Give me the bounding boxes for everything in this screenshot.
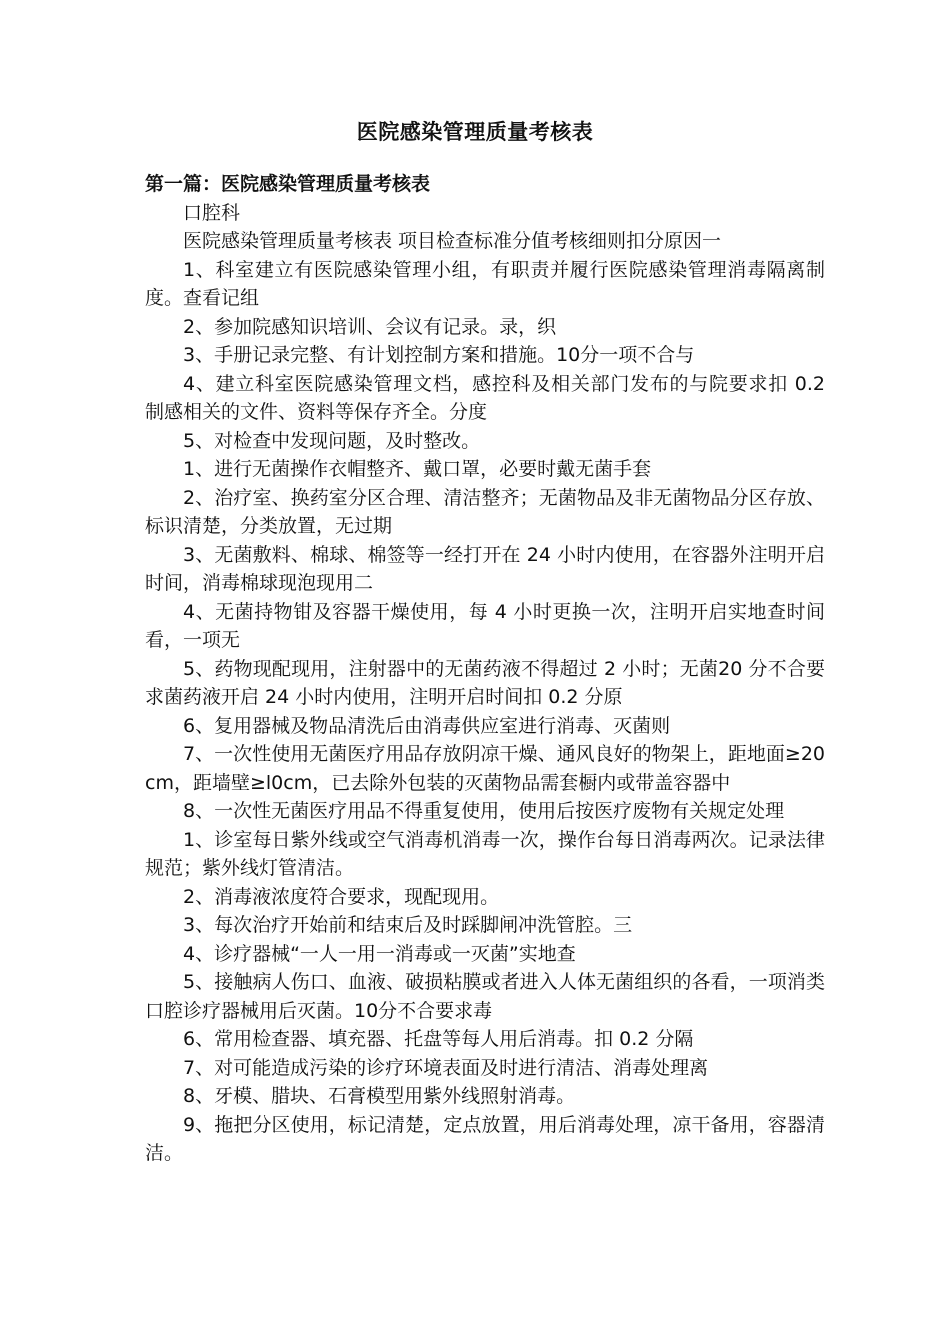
paragraph: 5、接触病人伤口、血液、破损粘膜或者进入人体无菌组织的各看，一项消类口腔诊疗器械用后灭菌。10分不合要求毒	[145, 971, 825, 1022]
paragraph: 7、一次性使用无菌医疗用品存放阴凉干燥、通风良好的物架上，距地面≥20cm，距墙壁≥l0cm，已去除外包装的灭菌物品需套橱内或带盖容器中	[145, 743, 825, 794]
paragraph: 医院感染管理质量考核表 项目检查标准分值考核细则扣分原因一	[183, 230, 722, 252]
paragraph: 1、进行无菌操作衣帽整齐、戴口罩，必要时戴无菌手套	[183, 458, 652, 480]
paragraph: 6、复用器械及物品清洗后由消毒供应室进行消毒、灭菌则	[183, 714, 671, 737]
paragraph: 8、一次性无菌医疗用品不得重复使用，使用后按医疗废物有关规定处理	[183, 800, 785, 822]
paragraph: 5、对检查中发现问题，及时整改。	[183, 429, 481, 452]
paragraph: 3、无菌敷料、棉球、棉签等一经打开在 24 小时内使用，在容器外注明开启时间，消毒棉球现泡现用二	[145, 543, 825, 594]
paragraph: 6、常用检查器、填充器、托盘等每人用后消毒。扣 0.2 分隔	[183, 1028, 694, 1050]
paragraph: 5、药物现配现用，注射器中的无菌药液不得超过 2 小时；无菌20 分不合要求菌药液开启 24 小时内使用，注明开启时间扣 0.2 分原	[145, 657, 825, 708]
document-body	[145, 170, 825, 1168]
paragraph: 2、治疗室、换药室分区合理、清洁整齐；无菌物品及非无菌物品分区存放、标识清楚，分类放置，无过期	[145, 486, 825, 537]
paragraph: 1、诊室每日紫外线或空气消毒机消毒一次，操作台每日消毒两次。记录法律规范；紫外线灯管清洁。	[145, 828, 825, 879]
paragraph: 2、参加院感知识培训、会议有记录。录，织	[183, 315, 557, 338]
chapter-heading: 第一篇：医院感染管理质量考核表	[145, 173, 431, 195]
paragraph: 3、手册记录完整、有计划控制方案和措施。10分一项不合与	[183, 344, 695, 366]
paragraph: 4、诊疗器械“一人一用一消毒或一灭菌”实地查	[183, 942, 576, 965]
paragraph: 3、每次治疗开始前和结束后及时踩脚闸冲洗管腔。三	[183, 914, 633, 936]
paragraph: 8、牙模、腊块、石膏模型用紫外线照射消毒。	[183, 1085, 576, 1107]
paragraph: 4、建立科室医院感染管理文档，感控科及相关部门发布的与院要求扣 0.2 制感相关的文件、资料等保存齐全。分度	[145, 372, 825, 423]
paragraph: 7、对可能造成污染的诊疗环境表面及时进行清洁、消毒处理离	[183, 1056, 709, 1079]
paragraph: 1、科室建立有医院感染管理小组，有职责并履行医院感染管理消毒隔离制度。查看记组	[145, 258, 825, 309]
paragraph: 4、无菌持物钳及容器干燥使用，每 4 小时更换一次，注明开启实地查时间看，一项无	[145, 600, 825, 651]
paragraph: 9、拖把分区使用，标记清楚，定点放置，用后消毒处理，凉干备用，容器清洁。	[145, 1113, 825, 1164]
document-title: 医院感染管理质量考核表	[356, 120, 594, 144]
paragraph: 2、消毒液浓度符合要求，现配现用。	[183, 885, 500, 908]
department-label: 口腔科	[183, 201, 241, 224]
